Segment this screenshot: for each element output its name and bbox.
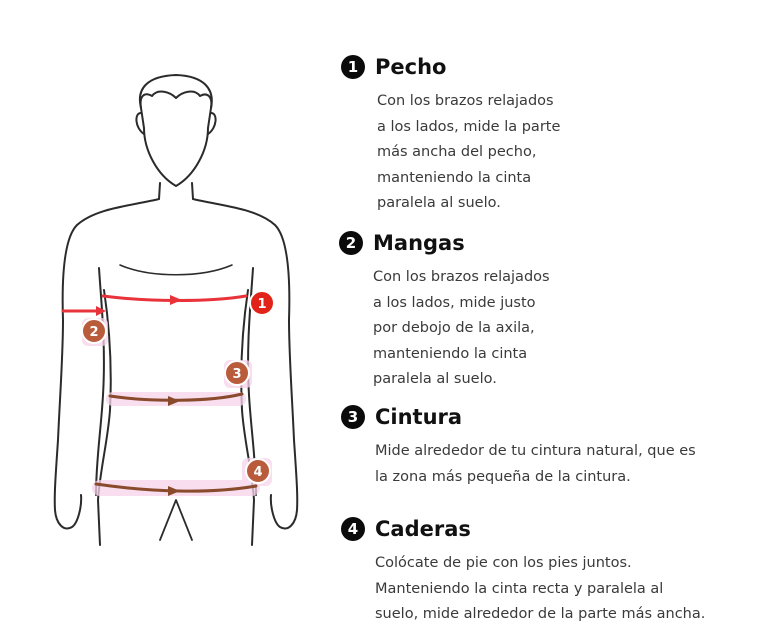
neck-left [159,183,160,199]
number-2-icon: 2 [339,231,363,255]
number-1-icon: 1 [341,55,365,79]
item-title: Mangas [373,231,465,255]
item-description: Con los brazos relajados a los lados, mide justo por debojo de la axila, manteniendo la cinta paralela al suelo. [373,269,550,387]
marker-4-label: 4 [253,465,263,480]
torso-right [241,290,254,545]
number-3-icon: 3 [341,405,365,429]
item-description: Mide alrededor de tu cintura natural, que es la zona más pequeña de la cintura. [375,443,696,485]
item-description: Con los brazos relajados a los lados, mide la parte más ancha del pecho, manteniendo la cinta paralela al suelo. [377,93,561,211]
head-outline [140,75,212,186]
measure-item-chest [341,55,560,217]
body-left-outline [55,199,159,528]
item-description: Colócate de pie con los pies juntos. Manteniendo la cinta recta y paralela al suelo, mide alrededor de la parte más ancha. [375,555,706,622]
item-title: Caderas [375,517,471,541]
marker-2-label: 2 [89,325,99,340]
item-title: Cintura [375,405,463,429]
neck-right [192,183,193,199]
item-title: Pecho [375,55,447,79]
measure-item-waist [341,405,696,490]
number-4-icon: 4 [341,517,365,541]
measure-item-sleeves [339,231,550,393]
marker-3-label: 3 [232,367,242,382]
crotch [160,500,192,540]
arrow-chest [170,295,182,305]
marker-1-label: 1 [257,297,267,312]
measure-item-hips [341,517,705,628]
chest-line [120,265,232,275]
hair-outline [141,92,212,108]
body-figure [0,0,330,640]
